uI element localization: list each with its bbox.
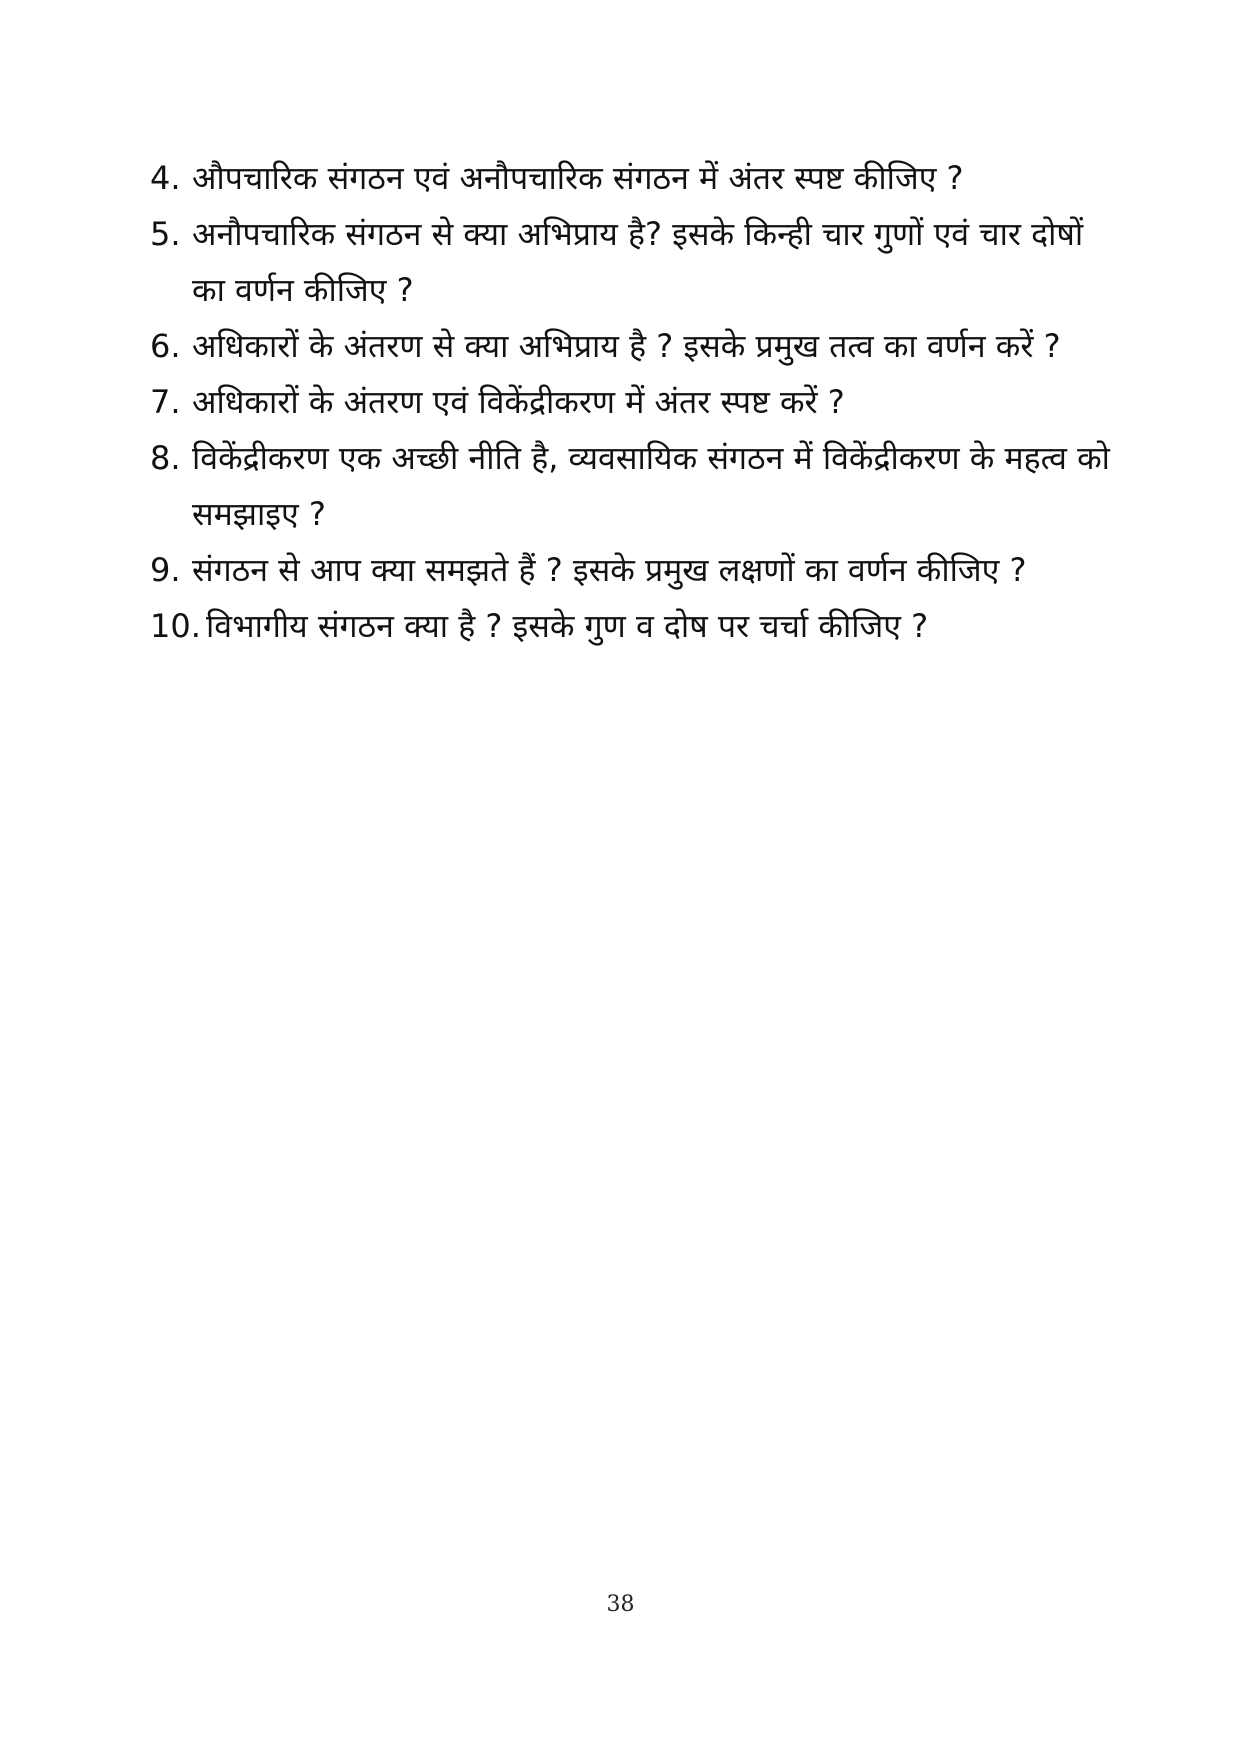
question-item — [150, 542, 1110, 598]
question-text: विभागीय संगठन क्या है ? इसके गुण व दोष पर चर्चा कीजिए ? — [206, 607, 929, 645]
question-number: 10. — [150, 607, 201, 645]
page-number: 38 — [606, 1592, 635, 1617]
question-text: संगठन से आप क्या समझते हैं ? इसके प्रमुख लक्षणों का वर्णन कीजिए ? — [192, 551, 1027, 589]
question-number: 6. — [150, 327, 181, 365]
question-item — [150, 430, 1110, 542]
question-number: 8. — [150, 439, 181, 477]
question-item — [150, 150, 1110, 206]
question-text: अधिकारों के अंतरण से क्या अभिप्राय है ? इसके प्रमुख तत्व का वर्णन करें ? — [192, 327, 1061, 365]
question-text: अधिकारों के अंतरण एवं विकेंद्रीकरण में अंतर स्पष्ट करें ? — [192, 383, 845, 421]
question-item — [150, 206, 1110, 318]
question-number: 7. — [150, 383, 181, 421]
question-item — [150, 374, 1110, 430]
question-text: अनौपचारिक संगठन से क्या अभिप्राय है? इसके किन्ही चार गुणों एवं चार दोषों का वर्णन कीजिए ? — [192, 215, 1084, 309]
question-number: 9. — [150, 551, 181, 589]
question-list — [150, 150, 1110, 654]
question-text: औपचारिक संगठन एवं अनौपचारिक संगठन में अंतर स्पष्ट कीजिए ? — [192, 159, 964, 197]
question-number: 4. — [150, 159, 181, 197]
question-number: 5. — [150, 215, 181, 253]
question-text: विकेंद्रीकरण एक अच्छी नीति है, व्यवसायिक संगठन में विकेंद्रीकरण के महत्व को समझाइए ? — [192, 439, 1110, 533]
question-item — [150, 598, 1110, 654]
question-item — [150, 318, 1110, 374]
